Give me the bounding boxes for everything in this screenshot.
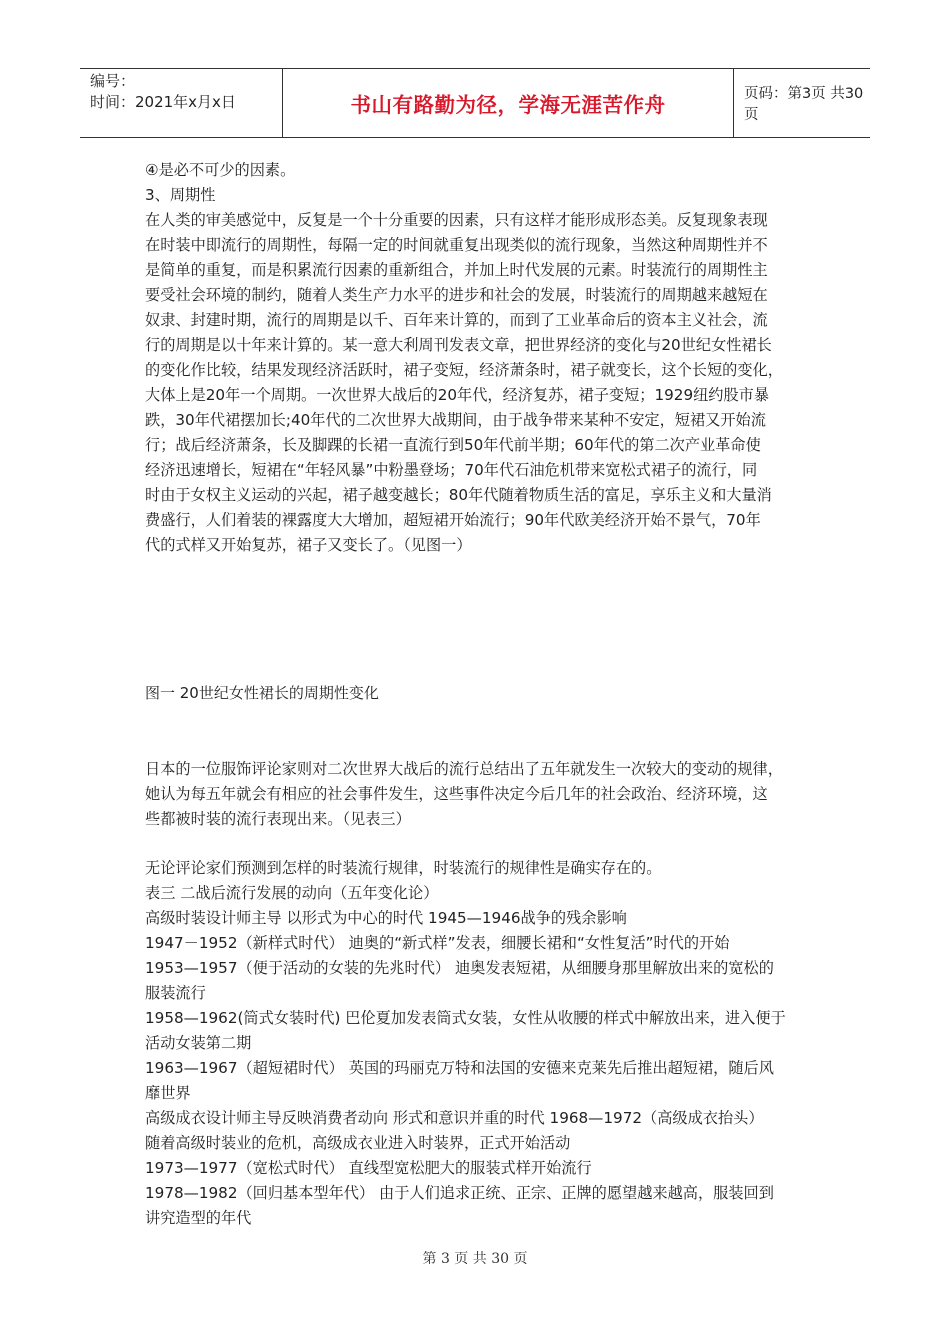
body-line: 在人类的审美感觉中，反复是一个十分重要的因素，只有这样才能形成形态美。反复现象表现 — [145, 211, 768, 229]
body-line: ④是必不可少的因素。 — [145, 161, 296, 179]
header-meta — [80, 69, 282, 137]
body-line: 时由于女权主义运动的兴起，裙子越变越长；80年代随着物质生活的富足，享乐主义和大量消 — [145, 486, 772, 504]
body-line: 她认为每五年就会有相应的社会事件发生，这些事件决定今后几年的社会政治、经济环境，这 — [145, 785, 768, 803]
table-row: 1947－1952（新样式时代） 迪奥的“新式样”发表，细腰长裙和“女性复活”时代的开始 — [145, 934, 730, 952]
figure-caption: 图一 20世纪女性裙长的周期性变化 — [145, 684, 379, 702]
page-header — [80, 68, 870, 138]
body-line: 费盛行，人们着装的裸露度大大增加，超短裙开始流行；90年代欧美经济开始不景气，70年 — [145, 511, 761, 529]
table-row: 1953—1957（便于活动的女装的先兆时代） 迪奥发表短裙，从细腰身那里解放出来的宽松的 — [145, 959, 774, 977]
header-motto-cell — [282, 69, 734, 137]
table-row: 靡世界 — [145, 1084, 191, 1102]
date-label: 时间：2021年x月x日 — [90, 93, 236, 111]
body-line: 在时装中即流行的周期性，每隔一定的时间就重复出现类似的流行现象，当然这种周期性并不 — [145, 236, 768, 254]
serial-label: 编号： — [90, 72, 136, 90]
body-line: 大体上是20年一个周期。一次世界大战后的20年代，经济复苏，裙子变短；1929纽约股市暴 — [145, 386, 770, 404]
table-row: 1973—1977（宽松式时代） 直线型宽松肥大的服装式样开始流行 — [145, 1159, 592, 1177]
table-row: 高级时装设计师主导 以形式为中心的时代 1945—1946战争的残余影响 — [145, 909, 627, 927]
body-line: 代的式样又开始复苏，裙子又变长了。（见图一） — [145, 536, 472, 554]
body-line: 行；战后经济萧条，长及脚踝的长裙一直流行到50年代前半期；60年代的第二次产业革命使 — [145, 436, 761, 454]
table-row: 1978—1982（回归基本型年代） 由于人们追求正统、正宗、正牌的愿望越来越高，服装回到 — [145, 1184, 774, 1202]
table-row: 活动女装第二期 — [145, 1034, 252, 1052]
table-row: 随着高级时装业的危机，高级成衣业进入时装界，正式开始活动 — [145, 1134, 571, 1152]
page-label: 页码：第3页 共30页 — [744, 86, 864, 123]
body-line: 跌，30年代裙摆加长;40年代的二次世界大战期间，由于战争带来某种不安定，短裙又开始流 — [145, 411, 766, 429]
section-heading: 3、周期性 — [145, 186, 216, 204]
table-row: 服装流行 — [145, 984, 206, 1002]
table-row: 讲究造型的年代 — [145, 1209, 252, 1227]
header-page-cell — [734, 69, 870, 137]
table-title: 表三 二战后流行发展的动向（五年变化论） — [145, 884, 439, 902]
body-line: 的变化作比较，结果发现经济活跃时，裙子变短，经济萧条时，裙子就变长，这个长短的变化， — [145, 361, 783, 379]
table-row: 高级成衣设计师主导反映消费者动向 形式和意识并重的时代 1968—1972（高级成衣抬头） — [145, 1109, 764, 1127]
body-line: 行的周期是以十年来计算的。某一意大利周刊发表文章，把世界经济的变化与20世纪女性裙长 — [145, 336, 772, 354]
table-row: 1963—1967（超短裙时代） 英国的玛丽克万特和法国的安德来克莱先后推出超短裙，随后风 — [145, 1059, 774, 1077]
body-line: 日本的一位服饰评论家则对二次世界大战后的流行总结出了五年就发生一次较大的变动的规律， — [145, 760, 783, 778]
page-footer: 第 3 页 共 30 页 — [422, 1251, 528, 1267]
table-row: 1958—1962(筒式女装时代) 巴伦夏加发表筒式女装，女性从收腰的样式中解放出来，进入便于 — [145, 1009, 786, 1027]
body-line: 无论评论家们预测到怎样的时装流行规律，时装流行的规律性是确实存在的。 — [145, 859, 662, 877]
body-line: 要受社会环境的制约，随着人类生产力水平的进步和社会的发展，时装流行的周期越来越短在 — [145, 286, 768, 304]
body-line: 是简单的重复，而是积累流行因素的重新组合，并加上时代发展的元素。时装流行的周期性主 — [145, 261, 768, 279]
body-line: 奴隶、封建时期，流行的周期是以千、百年来计算的，而到了工业革命后的资本主义社会，流 — [145, 311, 768, 329]
body-line: 些都被时装的流行表现出来。（见表三） — [145, 810, 411, 828]
motto: 书山有路勤为径，学海无涯苦作舟 — [350, 93, 666, 117]
body-line: 经济迅速增长，短裙在“年轻风暴”中粉墨登场；70年代石油危机带来宽松式裙子的流行，同 — [145, 461, 758, 479]
